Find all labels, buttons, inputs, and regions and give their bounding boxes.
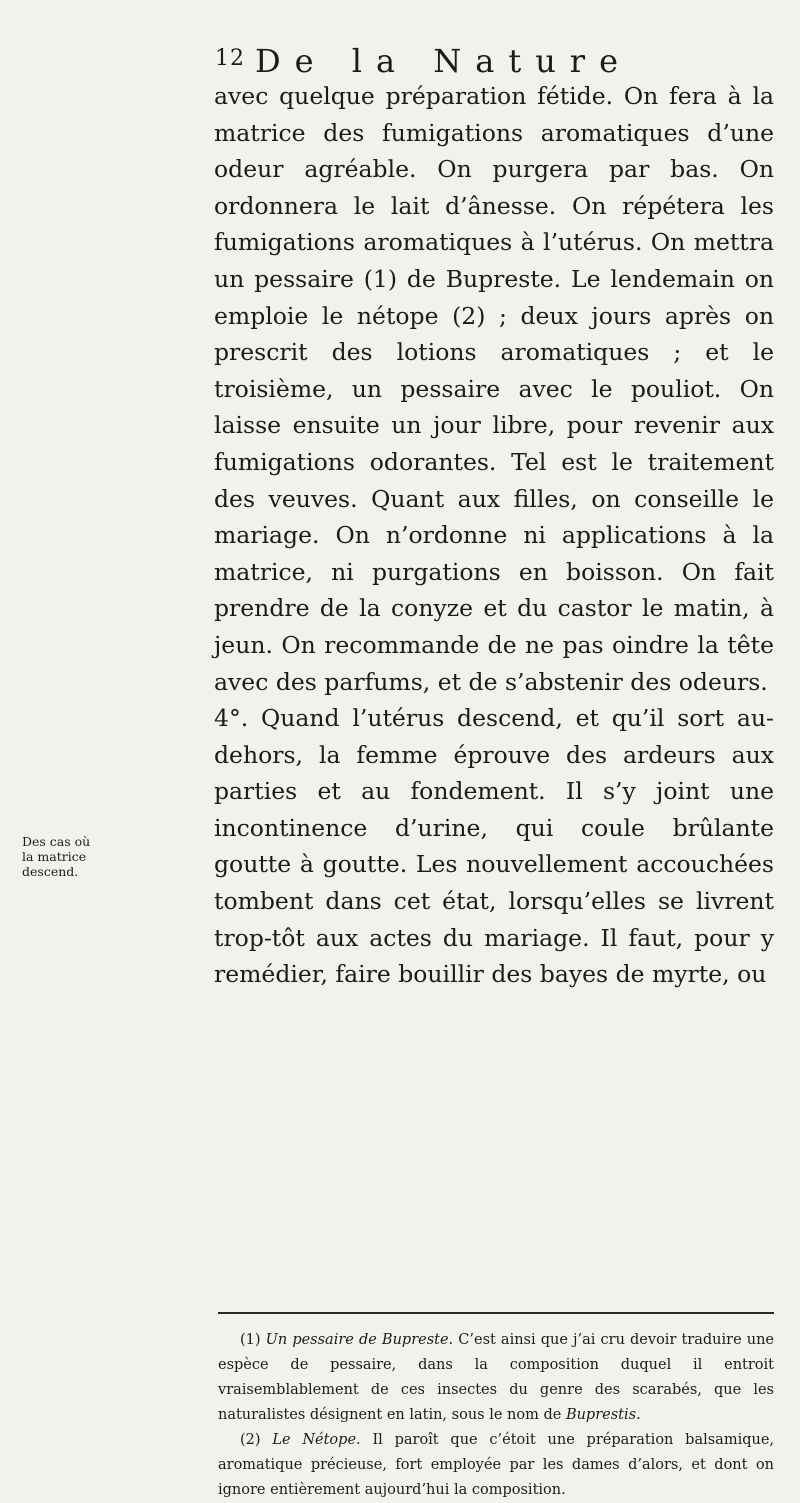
footnote-1 <box>218 1328 774 1428</box>
footnotes <box>218 1328 774 1503</box>
footnote-1-text: C’est ainsi que j’ai cru devoir traduire une espèce de pessaire, dans la composition duquel il entroit vraisemblablement de ces insectes du genre des scarabés, que les naturalistes désignent en latin, sous le nom de <box>218 1332 775 1423</box>
footnote-2-marker: (2) <box>240 1432 261 1448</box>
margin-note: Des cas où la matrice descend. <box>22 834 91 879</box>
footnote-1-term: Un pessaire de Bupreste. <box>265 1332 454 1348</box>
footnote-divider <box>218 1312 774 1314</box>
running-title: De la Nature <box>255 42 633 80</box>
footnote-2-text: Il paroît que c’étoit une préparation balsamique, aromatique précieuse, fort employée par les dames d’alors, et dont on ignore entièrement aujourd’hui la composition. <box>218 1432 775 1498</box>
footnote-1-marker: (1) <box>240 1332 261 1348</box>
paragraph-2: 4°. Quand l’utérus descend, et qu’il sort au-dehors, la femme éprouve des ardeurs aux parties et au fondement. Il s’y joint une incontinence d’urine, qui coule brûlante goutte à goutte. Les nouvellement accouchées tombent dans cet état, lorsqu’elles se livrent trop-tôt aux actes du mariage. Il faut, pour y remédier, faire bouillir des bayes de myrte, ou <box>214 704 774 989</box>
footnote-2-term: Le Nétope. <box>272 1432 361 1448</box>
footnote-1-term-2: Buprestis. <box>565 1407 641 1423</box>
page-number: 12 <box>215 46 245 71</box>
running-head <box>215 42 795 82</box>
body-text <box>214 78 774 993</box>
footnote-2 <box>218 1428 774 1503</box>
paragraph-1: avec quelque préparation fétide. On fera à la matrice des fumigations aromatiques d’une odeur agréable. On purgera par bas. On ordonnera le lait d’ânesse. On répétera les fumigations aromatiques à l’utérus. On mettra un pessaire (1) de Bupreste. Le lendemain on emploie le nétope (2) ; deux jours après on prescrit des lotions aromatiques ; et le troisième, un pessaire avec le pouliot. On laisse ensuite un jour libre, pour revenir aux fumigations odorantes. Tel est le traitement des veuves. Quant aux filles, on conseille le mariage. On n’ordonne ni applications à la matrice, ni purgations en boisson. On fait prendre de la conyze et du castor le matin, à jeun. On recommande de ne pas oindre la tête avec des parfums, et de s’abstenir des odeurs. <box>214 82 774 696</box>
